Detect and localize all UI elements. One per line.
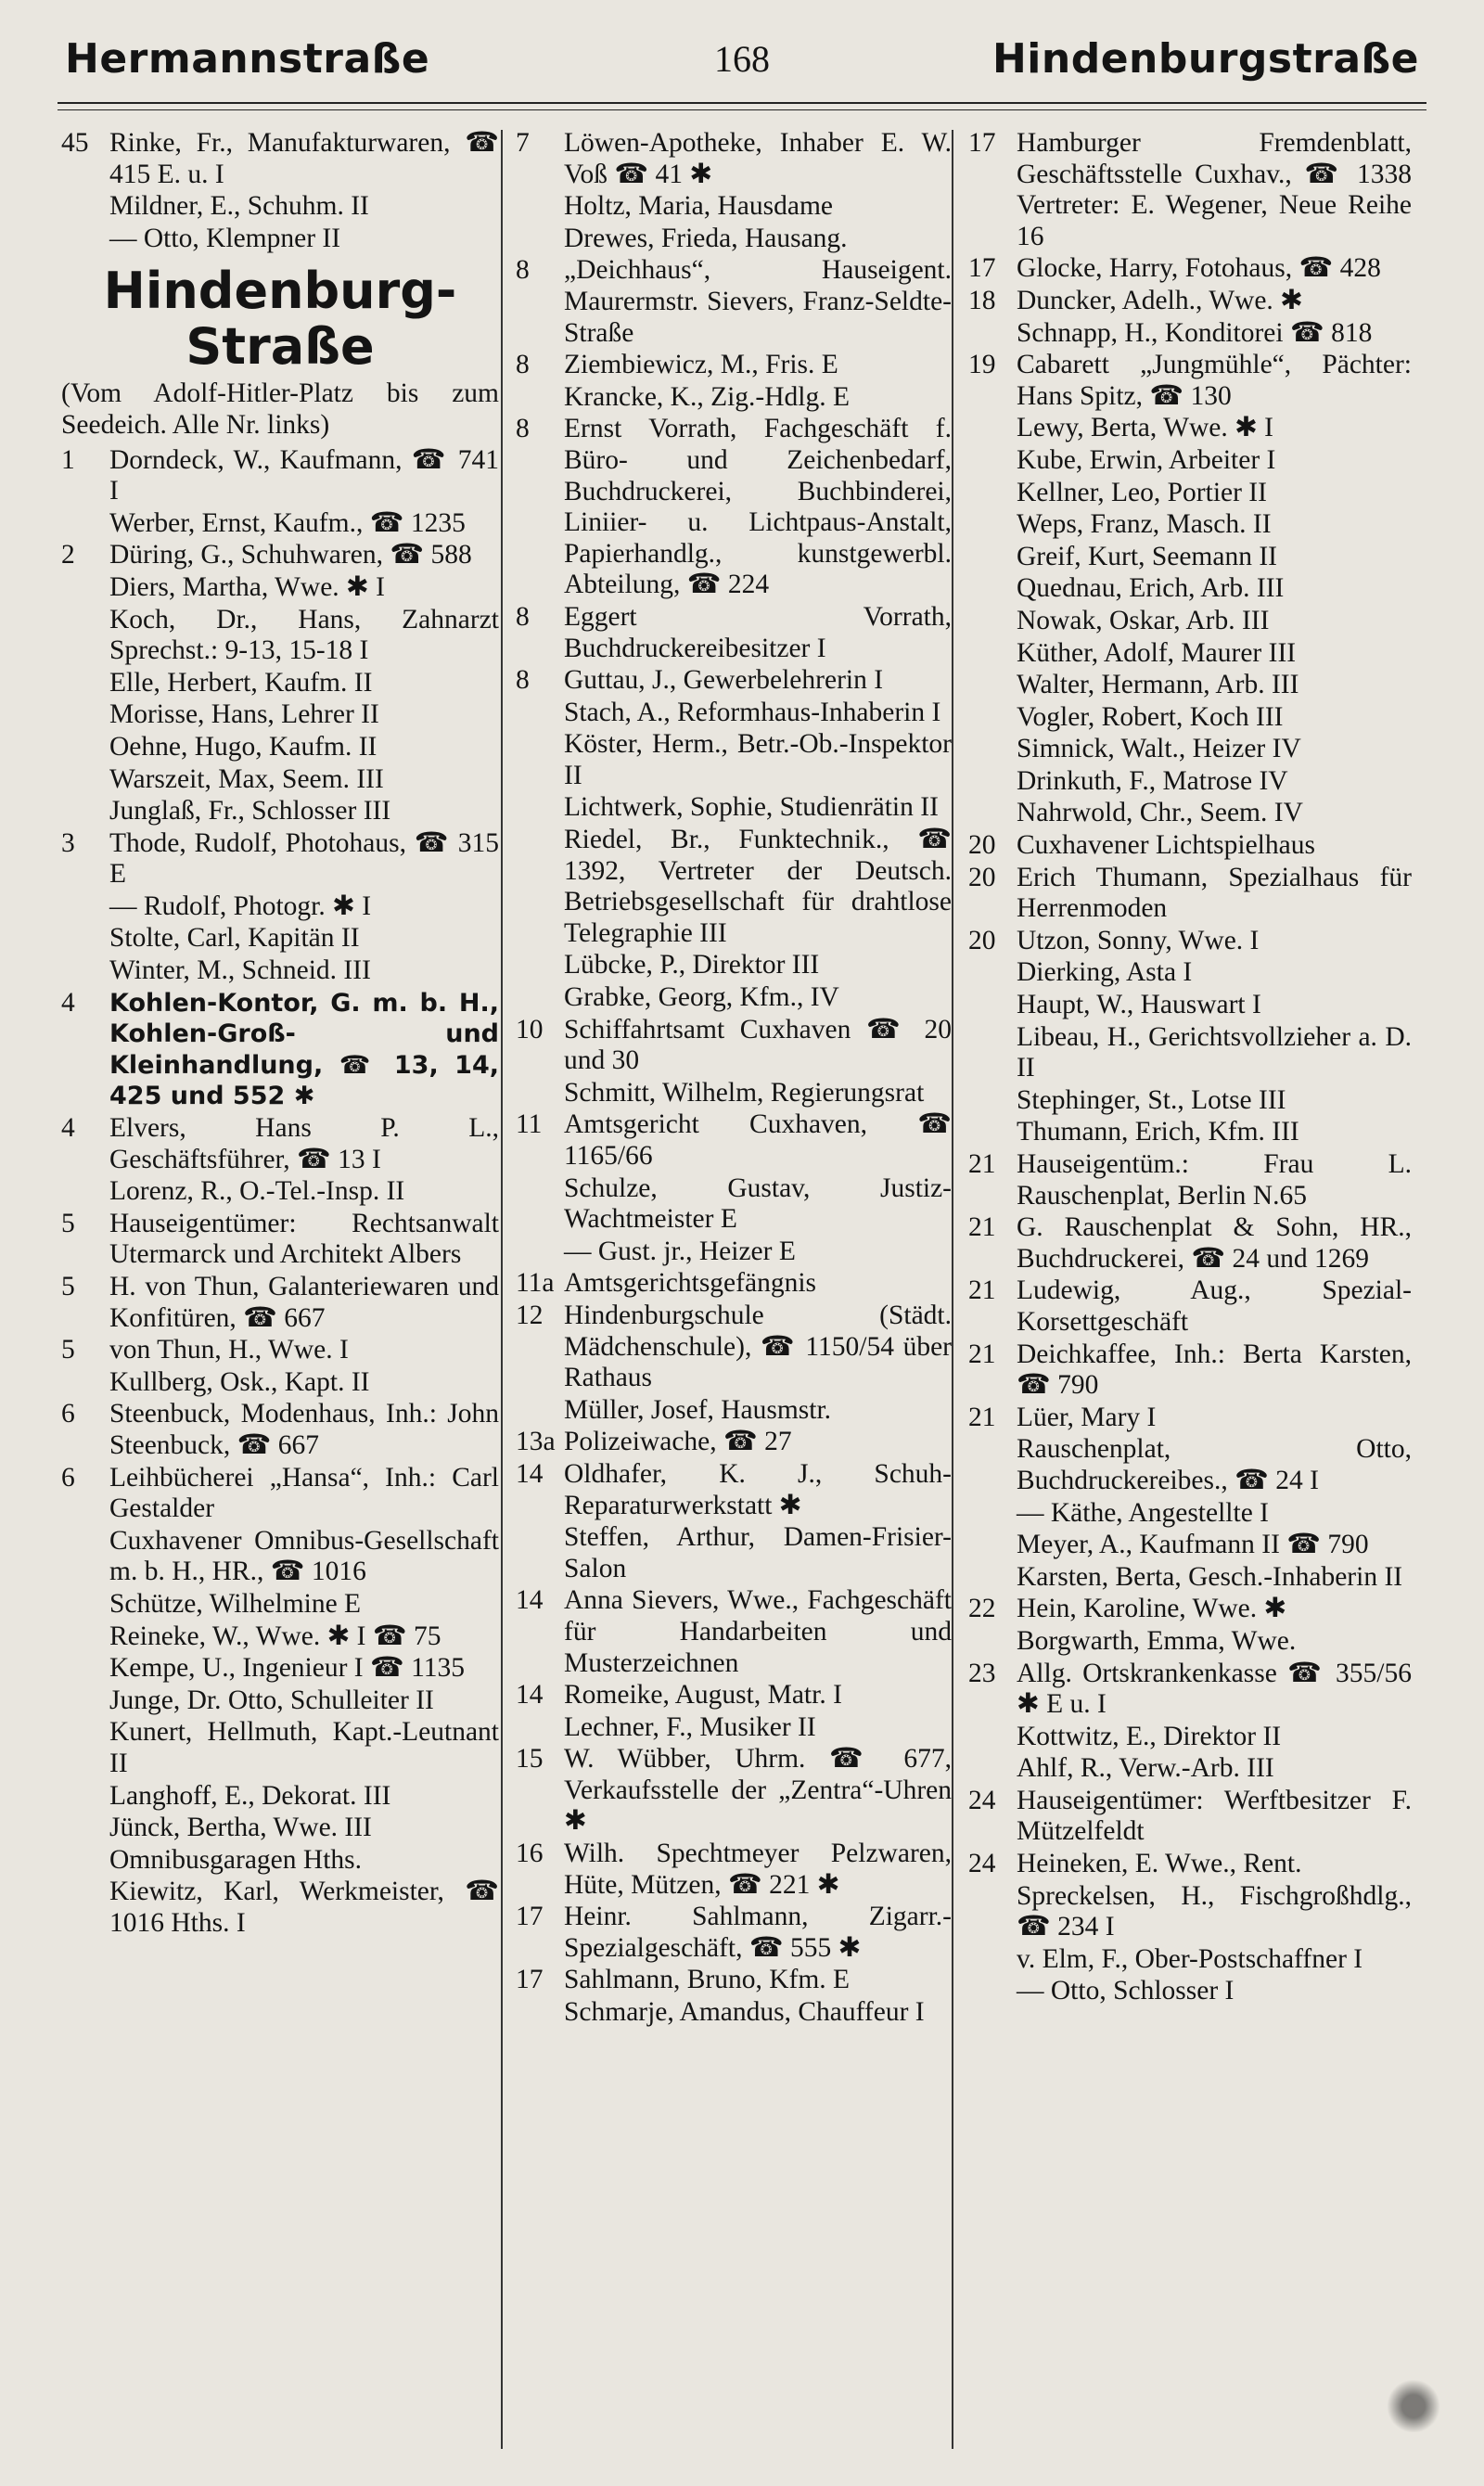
- entry-text: W. Wübber, Uhrm. ☎ 677, Verkaufsstelle der „Zentra“-Uhren ✱: [564, 1744, 952, 1837]
- entry-text: Langhoff, E., Dekorat. III: [109, 1780, 391, 1811]
- house-number: 17: [968, 128, 996, 158]
- directory-entry: [968, 253, 1412, 285]
- street-note: (Vom Adolf-Hitler-Platz bis zum Seedeich. Alle Nr. links): [61, 378, 499, 440]
- directory-entry: [516, 602, 952, 664]
- page-header: [65, 35, 1419, 91]
- directory-entry: [516, 1965, 952, 1996]
- entry-text: Hauseigentümer: Werftbesitzer F. Mützelfeldt: [1017, 1785, 1412, 1847]
- directory-entry: [516, 255, 952, 349]
- directory-entry: [968, 926, 1412, 957]
- directory-entry: [61, 764, 499, 796]
- entry-text: Holtz, Maria, Hausdame: [564, 191, 833, 222]
- directory-entry: [968, 1339, 1412, 1402]
- entry-text: Koch, Dr., Hans, Zahnarzt Sprechst.: 9-13, 15-18 I: [109, 604, 499, 666]
- directory-entry: [516, 950, 952, 981]
- column-1: [61, 128, 499, 2467]
- directory-entry: [516, 1301, 952, 1394]
- entry-text: Kohlen-Kontor, G. m. b. H., Kohlen-Groß- und Kleinhandlung, ☎ 13, 14, 425 und 552 ✱: [109, 988, 499, 1111]
- directory-entry: [516, 1109, 952, 1172]
- entry-text: Thumann, Erich, Kfm. III: [1017, 1117, 1299, 1147]
- entry-text: — Gust. jr., Heizer E: [564, 1236, 796, 1266]
- entry-text: Hindenburgschule (Städt. Mädchenschule), ☎ 1150/54 über Rathaus: [564, 1300, 952, 1393]
- house-number: 16: [516, 1839, 544, 1869]
- entry-text: Cuxhavener Omnibus-Gesellschaft m. b. H., HR., ☎ 1016: [109, 1525, 499, 1587]
- entry-text: Warszeit, Max, Seem. III: [109, 763, 384, 794]
- directory-entry: [968, 734, 1412, 765]
- entry-text: Krancke, K., Zig.-Hdlg. E: [564, 381, 851, 412]
- entry-text: Schmarje, Amandus, Chauffeur I: [564, 1997, 925, 2028]
- entry-text: Winter, M., Schneid. III: [109, 955, 371, 986]
- entry-text: Duncker, Adelh., Wwe. ✱: [1017, 285, 1303, 315]
- entry-text: Ziembiewicz, M., Fris. E: [564, 350, 838, 380]
- house-number: 5: [61, 1208, 75, 1238]
- entry-text: Anna Sievers, Wwe., Fachgeschäft für Handarbeiten und Musterzeichnen: [564, 1585, 952, 1678]
- directory-entry: [516, 1744, 952, 1838]
- directory-entry: [968, 638, 1412, 670]
- directory-entry: [61, 1335, 499, 1366]
- entry-text: Kellner, Leo, Portier II: [1017, 477, 1267, 507]
- entry-text: Lechner, F., Musiker II: [564, 1711, 816, 1742]
- entry-text: Lichtwerk, Sophie, Studienrätin II: [564, 792, 939, 823]
- entry-text: Vogler, Robert, Koch III: [1017, 701, 1284, 732]
- house-number: 17: [968, 253, 996, 284]
- entry-text: Quednau, Erich, Arb. III: [1017, 573, 1285, 604]
- directory-entry: [968, 1498, 1412, 1530]
- entry-text: Nahrwold, Chr., Seem. IV: [1017, 798, 1303, 828]
- entry-text: Morisse, Hans, Lehrer II: [109, 699, 379, 730]
- house-number: 11a: [516, 1268, 555, 1299]
- directory-entry: [968, 798, 1412, 829]
- entry-text: Reineke, W., Wwe. ✱ I ☎ 75: [109, 1621, 441, 1651]
- entry-text: Lüer, Mary I: [1017, 1402, 1157, 1432]
- entry-text: Hauseigentümer: Rechtsanwalt Utermarck und Architekt Albers: [109, 1208, 499, 1270]
- directory-entry: [61, 891, 499, 923]
- house-number: 17: [516, 1902, 544, 1932]
- directory-entry: [516, 1680, 952, 1711]
- entry-text: Hauseigentüm.: Frau L. Rauschenplat, Berlin N.65: [1017, 1149, 1412, 1211]
- directory-entry: [61, 128, 499, 190]
- entry-text: Karsten, Berta, Gesch.-Inhaberin II: [1017, 1561, 1403, 1592]
- house-number: 14: [516, 1585, 544, 1616]
- entry-text: Weps, Franz, Masch. II: [1017, 509, 1272, 540]
- entry-text: Schmitt, Wilhelm, Regierungsrat: [564, 1077, 925, 1108]
- entry-text: Spreckelsen, H., Fischgroßhdlg., ☎ 234 I: [1017, 1880, 1412, 1942]
- entry-list: [516, 128, 952, 2029]
- directory-entry: [61, 508, 499, 540]
- header-rule-thin: [58, 109, 1426, 110]
- directory-entry: [61, 1367, 499, 1399]
- entry-text: Cabarett „Jungmühle“, Pächter: Hans Spitz, ☎ 130: [1017, 350, 1412, 411]
- entry-text: Rinke, Fr., Manufakturwaren, ☎ 415 E. u. I: [109, 128, 499, 189]
- directory-entry: [61, 1653, 499, 1685]
- directory-entry: [516, 729, 952, 791]
- directory-entry: [968, 1212, 1412, 1275]
- entry-text: Cuxhavener Lichtspielhaus: [1017, 830, 1315, 861]
- entry-text: Erich Thumann, Spezialhaus für Herrenmoden: [1017, 862, 1412, 924]
- directory-entry: [516, 698, 952, 729]
- directory-entry: [516, 665, 952, 697]
- directory-entry: [61, 1526, 499, 1588]
- directory-entry: [61, 1845, 499, 1877]
- house-number: 21: [968, 1339, 996, 1369]
- entry-text: Junge, Dr. Otto, Schulleiter II: [109, 1685, 434, 1715]
- house-number: 14: [516, 1680, 544, 1711]
- directory-entry: [61, 445, 499, 507]
- entry-text: Riedel, Br., Funktechnik., ☎ 1392, Vertreter der Deutsch. Betriebsgesellschaft für drahtlose Telegraphie III: [564, 825, 952, 948]
- directory-entry: [516, 1173, 952, 1236]
- directory-entry: [968, 670, 1412, 701]
- directory-entry: [61, 1113, 499, 1175]
- entry-text: Elle, Herbert, Kaufm. II: [109, 667, 373, 698]
- entry-text: Amtsgericht Cuxhaven, ☎ 1165/66: [564, 1109, 952, 1171]
- directory-entry: [968, 1976, 1412, 2007]
- entry-text: Ludewig, Aug., Spezial-Korsettgeschäft: [1017, 1275, 1412, 1337]
- directory-entry: [968, 702, 1412, 734]
- entry-text: Lewy, Berta, Wwe. ✱ I: [1017, 413, 1274, 443]
- entry-text: Kottwitz, E., Direktor II: [1017, 1721, 1282, 1751]
- house-number: 8: [516, 255, 530, 286]
- entry-text: — Käthe, Angestellte I: [1017, 1497, 1269, 1528]
- directory-entry: [61, 796, 499, 827]
- entry-text: Thode, Rudolf, Photohaus, ☎ 315 E: [109, 827, 499, 890]
- entry-text: Grabke, Georg, Kfm., IV: [564, 982, 839, 1013]
- entry-text: Allg. Ortskrankenkasse ☎ 355/56 ✱ E u. I: [1017, 1658, 1412, 1720]
- directory-entry: [968, 766, 1412, 798]
- entry-text: Jünck, Bertha, Wwe. III: [109, 1813, 372, 1843]
- directory-entry: [516, 224, 952, 255]
- directory-entry: [968, 1626, 1412, 1658]
- directory-entry: [968, 413, 1412, 444]
- entry-list: [968, 128, 1412, 2007]
- entry-text: Steenbuck, Modenhaus, Inh.: John Steenbuck, ☎ 667: [109, 1399, 499, 1460]
- directory-entry: [516, 1395, 952, 1427]
- directory-entry: [968, 1117, 1412, 1148]
- house-number: 21: [968, 1275, 996, 1306]
- directory-entry: [61, 1621, 499, 1653]
- entry-text: G. Rauschenplat & Sohn, HR., Buchdruckerei, ☎ 24 und 1269: [1017, 1212, 1412, 1274]
- directory-entry: [516, 1237, 952, 1268]
- directory-entry: [968, 1849, 1412, 1880]
- entry-text: Sahlmann, Bruno, Kfm. E: [564, 1965, 851, 1995]
- header-street-right: Hindenburgstraße: [991, 35, 1419, 83]
- entry-text: Libeau, H., Gerichtsvollzieher a. D. II: [1017, 1021, 1412, 1083]
- street-title: [61, 263, 499, 375]
- entry-text: von Thun, H., Wwe. I: [109, 1335, 349, 1365]
- house-number: 8: [516, 601, 530, 632]
- house-number: 21: [968, 1402, 996, 1432]
- directory-entry: [61, 572, 499, 604]
- directory-entry: [968, 478, 1412, 509]
- entry-text: Oehne, Hugo, Kaufm. II: [109, 731, 377, 762]
- directory-entry: [516, 792, 952, 824]
- house-number: 13a: [516, 1427, 556, 1457]
- directory-entry: [61, 1463, 499, 1525]
- directory-entry: [61, 1399, 499, 1461]
- house-number: 8: [516, 414, 530, 444]
- directory-entry: [968, 286, 1412, 317]
- entry-text: Borgwarth, Emma, Wwe.: [1017, 1625, 1297, 1656]
- entry-text: Simnick, Walt., Heizer IV: [1017, 734, 1301, 764]
- directory-entry: [968, 509, 1412, 541]
- entry-text: Diers, Martha, Wwe. ✱ I: [109, 571, 385, 602]
- entry-text: Stolte, Carl, Kapitän II: [109, 923, 360, 954]
- directory-entry: [968, 1753, 1412, 1785]
- directory-entry: [516, 350, 952, 381]
- directory-entry: [968, 318, 1412, 350]
- entry-text: Utzon, Sonny, Wwe. I: [1017, 925, 1260, 955]
- entry-text: Ahlf, R., Verw.-Arb. III: [1017, 1753, 1274, 1784]
- directory-entry: [61, 540, 499, 571]
- directory-entry: [516, 414, 952, 601]
- directory-entry: [968, 990, 1412, 1021]
- entry-text: Werber, Ernst, Kaufm., ☎ 1235: [109, 507, 466, 538]
- directory-entry: [968, 1944, 1412, 1976]
- directory-entry: [61, 1176, 499, 1208]
- directory-entry: [516, 1712, 952, 1744]
- directory-entry: [61, 1781, 499, 1813]
- directory-entry: [968, 1786, 1412, 1848]
- entry-text: H. von Thun, Galanteriewaren und Konfitüren, ☎ 667: [109, 1272, 499, 1333]
- entry-text: Kunert, Hellmuth, Kapt.-Leutnant II: [109, 1717, 499, 1778]
- entry-text: — Rudolf, Photogr. ✱ I: [109, 891, 372, 921]
- directory-entry: [968, 957, 1412, 989]
- house-number: 3: [61, 827, 75, 858]
- column-divider: [501, 130, 503, 2449]
- column-3: [968, 128, 1412, 2467]
- entry-list: [61, 445, 499, 1940]
- entry-text: Haupt, W., Hauswart I: [1017, 990, 1261, 1020]
- house-number: 21: [968, 1149, 996, 1179]
- house-number: 1: [61, 444, 75, 475]
- directory-entry: [61, 988, 499, 1112]
- entry-text: Heineken, E. Wwe., Rent.: [1017, 1849, 1302, 1879]
- house-number: 14: [516, 1458, 544, 1489]
- directory-entry: [968, 542, 1412, 573]
- directory-entry: [968, 445, 1412, 477]
- street-title-line: Hindenburg-: [103, 262, 457, 321]
- directory-entry: [516, 982, 952, 1014]
- entry-text: Meyer, A., Kaufmann II ☎ 790: [1017, 1530, 1369, 1560]
- entry-text: Stach, A., Reformhaus-Inhaberin I: [564, 697, 941, 727]
- entry-text: Polizeiwache, ☎ 27: [564, 1427, 792, 1457]
- house-number: 17: [516, 1965, 544, 1995]
- entry-text: Walter, Hermann, Arb. III: [1017, 670, 1299, 700]
- entry-text: Greif, Kurt, Seemann II: [1017, 541, 1277, 571]
- directory-entry: [516, 382, 952, 414]
- directory-entry: [968, 1085, 1412, 1117]
- directory-entry: [61, 955, 499, 987]
- entry-text: Guttau, J., Gewerbelehrerin I: [564, 665, 884, 696]
- street-title-line: Straße: [186, 317, 375, 377]
- page-number: 168: [714, 38, 770, 80]
- entry-text: Drinkuth, F., Matrose IV: [1017, 765, 1288, 796]
- entry-text: Drewes, Frieda, Hausang.: [564, 223, 848, 253]
- print-smudge: [1386, 2380, 1441, 2432]
- house-number: 5: [61, 1272, 75, 1301]
- entry-text: „Deichhaus“, Hauseigent. Maurermstr. Sievers, Franz-Seldte-Straße: [564, 255, 952, 348]
- directory-entry: [968, 1722, 1412, 1753]
- directory-entry: [61, 224, 499, 255]
- directory-entry: [968, 1562, 1412, 1594]
- entry-text: Hamburger Fremdenblatt, Geschäftsstelle Cuxhav., ☎ 1338 Vertreter: E. Wegener, Neue Reihe 16: [1017, 128, 1412, 251]
- entry-text: Glocke, Harry, Fotohaus, ☎ 428: [1017, 253, 1381, 284]
- directory-entry: [516, 1268, 952, 1300]
- house-number: 2: [61, 540, 75, 570]
- entry-text: Schulze, Gustav, Justiz-Wachtmeister E: [564, 1173, 952, 1235]
- house-number: 12: [516, 1300, 544, 1330]
- house-number: 4: [61, 1113, 75, 1144]
- house-number: 6: [61, 1399, 75, 1429]
- entry-text: Düring, G., Schuhwaren, ☎ 588: [109, 540, 472, 570]
- house-number: 24: [968, 1849, 996, 1879]
- directory-entry: [968, 1275, 1412, 1338]
- entry-text: Schütze, Wilhelmine E: [109, 1588, 362, 1619]
- directory-entry: [61, 828, 499, 891]
- column-divider: [952, 130, 953, 2449]
- house-number: 10: [516, 1014, 544, 1044]
- entry-list: [61, 128, 499, 254]
- directory-entry: [516, 1427, 952, 1458]
- house-number: 18: [968, 285, 996, 315]
- house-number: 5: [61, 1335, 75, 1365]
- directory-entry: [61, 668, 499, 699]
- directory-entry: [61, 732, 499, 763]
- house-number: 7: [516, 128, 530, 158]
- entry-text: Kullberg, Osk., Kapt. II: [109, 1366, 370, 1397]
- directory-entry: [516, 1522, 952, 1584]
- house-number: 8: [516, 665, 530, 696]
- entry-text: Schnapp, H., Konditorei ☎ 818: [1017, 317, 1373, 348]
- house-number: 22: [968, 1594, 996, 1624]
- directory-entry: [968, 1594, 1412, 1625]
- house-number: 21: [968, 1212, 996, 1243]
- directory-entry: [968, 350, 1412, 412]
- directory-entry: [61, 1209, 499, 1271]
- entry-text: Schiffahrtsamt Cuxhaven ☎ 20 und 30: [564, 1014, 952, 1076]
- entry-text: Küther, Adolf, Maurer III: [1017, 637, 1297, 668]
- directory-entry: [968, 1149, 1412, 1211]
- directory-entry: [61, 923, 499, 955]
- directory-entry: [516, 825, 952, 949]
- directory-entry: [516, 1585, 952, 1679]
- directory-entry: [516, 1839, 952, 1901]
- entry-text: Lübcke, P., Direktor III: [564, 950, 820, 980]
- house-number: 6: [61, 1462, 75, 1493]
- directory-entry: [61, 1877, 499, 1939]
- entry-text: Junglaß, Fr., Schlosser III: [109, 796, 391, 827]
- header-rule: [58, 102, 1426, 104]
- directory-entry: [968, 830, 1412, 862]
- directory-entry: [968, 863, 1412, 925]
- directory-entry: [61, 605, 499, 667]
- directory-entry: [61, 1813, 499, 1844]
- house-number: 24: [968, 1785, 996, 1815]
- entry-text: Ernst Vorrath, Fachgeschäft f. Büro- und Zeichenbedarf, Buchdruckerei, Buchbinderei, Liniier- u. Lichtpaus-Anstalt, Papierhandlg., kunstgewerbl. Abteilung, ☎ 224: [564, 414, 952, 600]
- directory-entry: [61, 1685, 499, 1717]
- entry-text: Kiewitz, Karl, Werkmeister, ☎ 1016 Hths. I: [109, 1877, 499, 1938]
- entry-text: Dierking, Asta I: [1017, 957, 1193, 988]
- entry-text: Heinr. Sahlmann, Zigarr.-Spezialgeschäft, ☎ 555 ✱: [564, 1902, 952, 1963]
- house-number: 8: [516, 350, 530, 380]
- entry-text: Kube, Erwin, Arbeiter I: [1017, 444, 1276, 475]
- house-number: 45: [61, 128, 89, 158]
- directory-entry: [516, 1902, 952, 1964]
- directory-entry: [516, 1997, 952, 2029]
- entry-text: Stephinger, St., Lotse III: [1017, 1084, 1286, 1115]
- header-street-left: Hermannstraße: [65, 35, 430, 83]
- directory-entry: [968, 1434, 1412, 1496]
- house-number: 20: [968, 862, 996, 892]
- entry-text: Wilh. Spechtmeyer Pelzwaren, Hüte, Mützen, ☎ 221 ✱: [564, 1839, 952, 1900]
- entry-text: Romeike, August, Matr. I: [564, 1680, 842, 1711]
- directory-entry: [968, 1530, 1412, 1561]
- entry-text: Hein, Karoline, Wwe. ✱: [1017, 1594, 1287, 1624]
- entry-text: Deichkaffee, Inh.: Berta Karsten, ☎ 790: [1017, 1339, 1412, 1401]
- house-number: 11: [516, 1109, 543, 1140]
- entry-text: Lorenz, R., O.-Tel.-Insp. II: [109, 1176, 405, 1207]
- house-number: 20: [968, 830, 996, 861]
- entry-text: Leihbücherei „Hansa“, Inh.: Carl Gestalder: [109, 1462, 499, 1524]
- entry-text: Oldhafer, K. J., Schuh-Reparaturwerkstatt ✱: [564, 1458, 952, 1520]
- entry-text: Kempe, U., Ingenieur I ☎ 1135: [109, 1653, 465, 1684]
- directory-entry: [61, 699, 499, 731]
- directory-entry: [516, 1078, 952, 1109]
- entry-text: Rauschenplat, Otto, Buchdruckereibes., ☎ 24 I: [1017, 1434, 1412, 1495]
- house-number: 15: [516, 1744, 544, 1775]
- house-number: 19: [968, 350, 996, 380]
- entry-text: Dorndeck, W., Kaufmann, ☎ 741 I: [109, 444, 499, 506]
- directory-entry: [968, 1022, 1412, 1084]
- directory-entry: [968, 1881, 1412, 1943]
- entry-text: v. Elm, F., Ober-Postschaffner I: [1017, 1943, 1363, 1974]
- column-2: [516, 128, 952, 2467]
- directory-entry: [968, 128, 1412, 252]
- house-number: 4: [61, 987, 75, 1018]
- directory-entry: [968, 1659, 1412, 1721]
- directory-entry: [516, 191, 952, 223]
- directory-entry: [61, 1272, 499, 1334]
- directory-entry: [968, 606, 1412, 637]
- directory-entry: [61, 191, 499, 223]
- entry-text: — Otto, Klempner II: [109, 223, 341, 253]
- house-number: 20: [968, 925, 996, 955]
- directory-entry: [968, 1403, 1412, 1434]
- entry-text: Köster, Herm., Betr.-Ob.-Inspektor II: [564, 729, 952, 790]
- directory-entry: [968, 573, 1412, 605]
- entry-text: Müller, Josef, Hausmstr.: [564, 1394, 832, 1425]
- entry-text: Omnibusgaragen Hths.: [109, 1844, 363, 1875]
- directory-entry: [516, 128, 952, 190]
- directory-entry: [516, 1459, 952, 1521]
- entry-text: Löwen-Apotheke, Inhaber E. W. Voß ☎ 41 ✱: [564, 128, 952, 189]
- directory-entry: [61, 1589, 499, 1621]
- house-number: 23: [968, 1658, 996, 1688]
- directory-entry: [61, 1717, 499, 1779]
- entry-text: Elvers, Hans P. L., Geschäftsführer, ☎ 13 I: [109, 1113, 499, 1174]
- entry-text: Mildner, E., Schuhm. II: [109, 191, 369, 222]
- entry-text: Steffen, Arthur, Damen-Frisier-Salon: [564, 1522, 952, 1583]
- directory-entry: [516, 1015, 952, 1077]
- entry-text: Amtsgerichtsgefängnis: [564, 1268, 816, 1299]
- entry-text: Nowak, Oskar, Arb. III: [1017, 605, 1270, 635]
- entry-text: — Otto, Schlosser I: [1017, 1976, 1235, 2006]
- entry-text: Eggert Vorrath, Buchdruckereibesitzer I: [564, 601, 952, 663]
